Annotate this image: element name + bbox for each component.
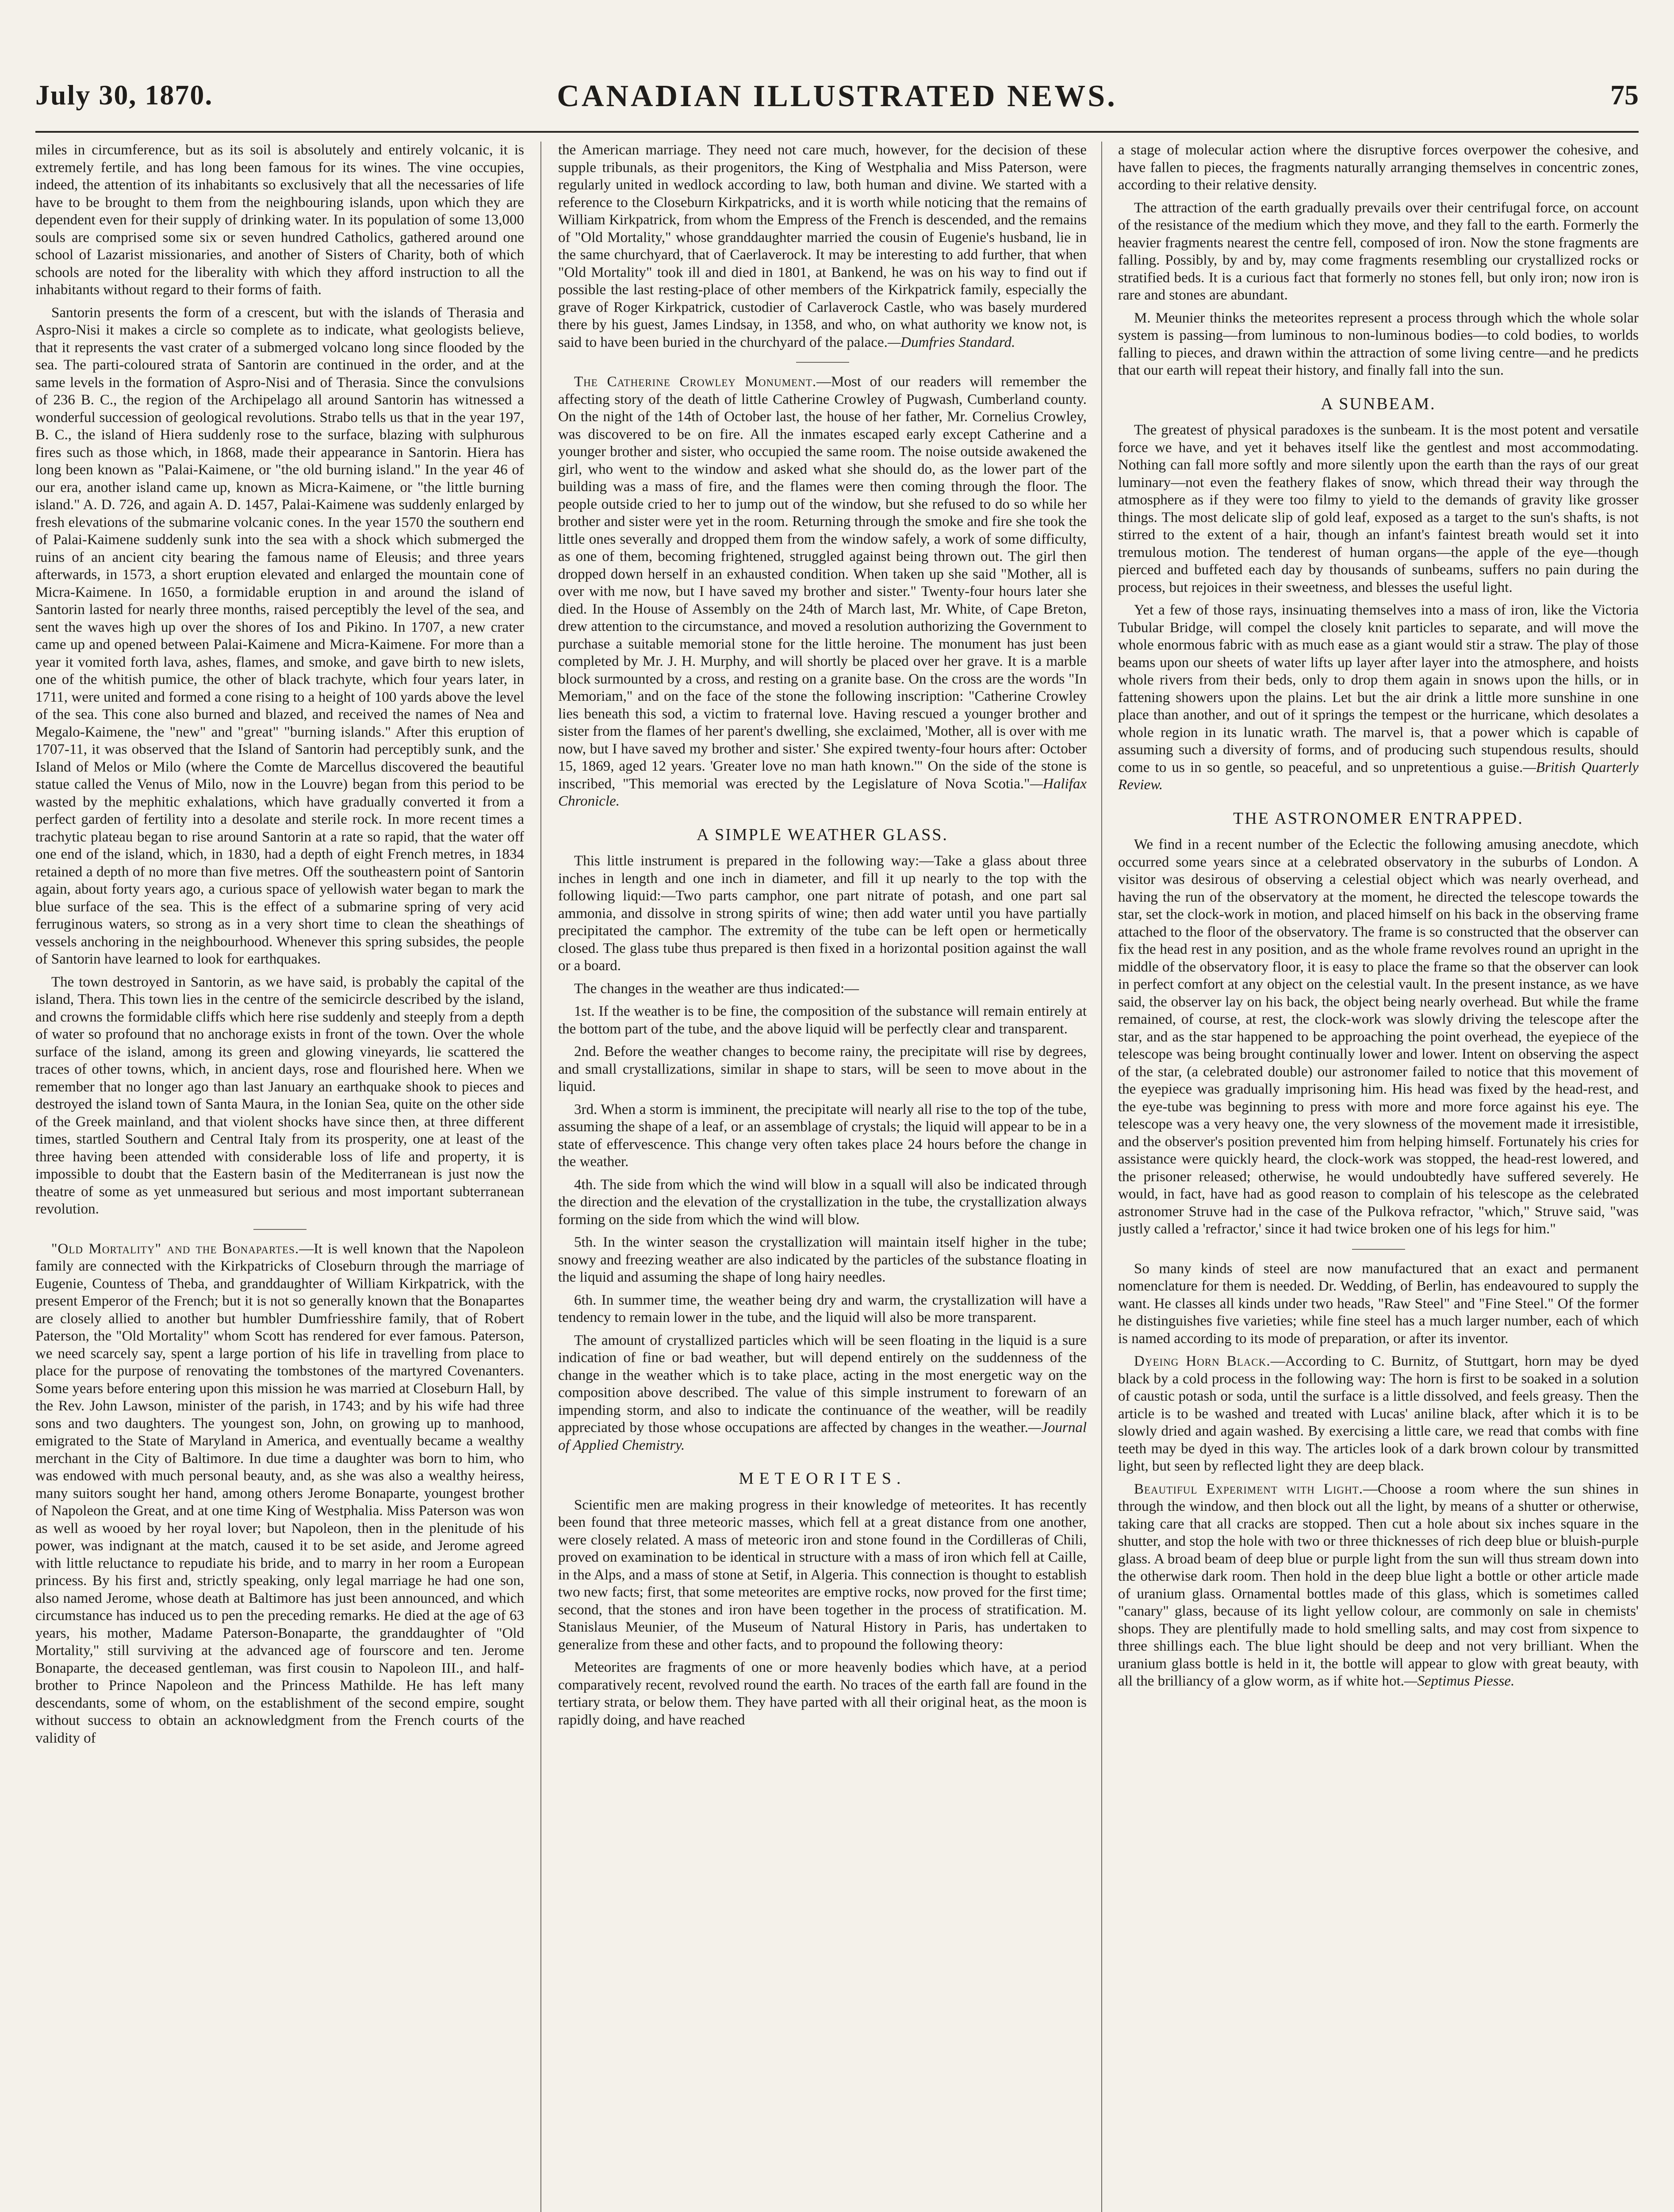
article-paragraph: The changes in the weather are thus indicated:— [574, 980, 859, 997]
article-paragraph [558, 142, 1087, 351]
article-paragraph [1118, 1481, 1639, 1690]
issue-date: July 30, 1870. [35, 79, 213, 111]
section-rule [796, 362, 849, 363]
article-paragraph [558, 373, 1087, 810]
article-body: The amount of crystallized particles which will be seen floating in the liquid is a sure indication of fine or bad weather, but will depend entirely on the suddenness of the change in the weather which is to take place, acting in the most energetic way on the composition above described. The value of this simple instrument to forewarn of an impending storm, and also to indicate the continuance of the weather, will be readily appreciated by those whose occupations are affected by changes in the weather. [558, 1332, 1087, 1436]
article-paragraph: 5th. In the winter season the crystallization will maintain itself higher in the tube; snowy and freezing weather are also indicated by the particles of the substance floating in the liquid and assuming the shape of long hairy needles. [558, 1234, 1087, 1285]
article-paragraph: The greatest of physical paradoxes is the sunbeam. It is the most potent and versatile force we have, and yet it behaves itself like the gentlest and most accommodating. Nothing can fall more softly and more silently upon the earth than the rays of our great luminary—not even the feathery flakes of snow, which thread their way through the atmosphere as if they were too filmy to yield to the demands of gravity like grosser things. The most delicate slip of gold leaf, exposed as a target to the sun's shafts, is not stirred to the extent of a hair, though an infant's faintest breath would set it into tremulous motion. The tenderest of human organs—the apple of the eye—though pierced and buffeted each day by thousands of sunbeams, suffers no pain during the process, but rejoices in their sweetness, and blesses the useful light. [1118, 422, 1639, 595]
article-paragraph: a stage of molecular action where the disruptive forces overpower the cohesive, and have fallen to pieces, the fragments naturally arranging themselves in concentric zones, according to their relative density. [1118, 142, 1639, 193]
article-source: —Septimus Piesse. [1404, 1673, 1515, 1689]
article-paragraph: 2nd. Before the weather changes to become rainy, the precipitate will rise by degrees, and small crystallizations, similar in shape to stars, will be seen to move about in the liquid. [558, 1044, 1087, 1094]
column-2 [558, 142, 1087, 2212]
article-paragraph [558, 1332, 1087, 1455]
article-paragraph: Meteorites are fragments of one or more heavenly bodies which have, at a period comparatively recent, revolved round the earth. No traces of the earth fall are found in the tertiary strata, or below them. They have parted with all their original heat, as the moon is rapidly doing, and have reached [558, 1659, 1087, 1728]
masthead-rule [35, 131, 1639, 133]
article-paragraph [35, 1240, 524, 1747]
section-rule [253, 1229, 306, 1230]
section-rule [1352, 1249, 1405, 1250]
article-source: —Halifax Chronicle. [558, 776, 1087, 809]
article-body: —Choose a room where the sun shines in through the window, and then block out all the light, by means of a shutter or otherwise, taking care that all cracks are stopped. Then cut a hole about six inches square in the shutter, and stop the hole with two or three thicknesses of rich deep blue or bluish-purple glass. A broad beam of deep blue or purple light from the sun will thus stream down into the otherwise dark room. Then hold in the deep blue light a bottle or other article made of uranium glass. Ornamental bottles made of this glass, which is sometimes called "canary" glass, because of its light yellow colour, are commonly on sale in chemists' shops. They are plentifully made to hold smelling salts, and may cost from sixpence to three shillings each. The blue light should be deep and not very brilliant. When the uranium glass bottle is held in it, the bottle will appear to glow with great beauty, with all the brilliancy of a glow worm, as if white hot. [1118, 1481, 1639, 1689]
newspaper-title: CANADIAN ILLUSTRATED NEWS. [557, 79, 1117, 113]
section-heading: METEORITES. [739, 1469, 906, 1488]
article-source: —Journal of Applied Chemistry. [558, 1420, 1087, 1453]
article-source: —Dumfries Standard. [887, 334, 1015, 350]
article-paragraph: 3rd. When a storm is imminent, the precipitate will nearly all rise to the top of the tube, assuming the shape of a leaf, or an assemblage of crystals; the liquid will appear to be in a state of effervescence. This change very often takes place 24 hours before the change in the weather. [558, 1101, 1087, 1170]
article-source: —British Quarterly Review. [1118, 759, 1639, 793]
article-paragraph: So many kinds of steel are now manufactured that an exact and permanent nomenclature for them is needed. Dr. Wedding, of Berlin, has endeavoured to supply the want. He classes all kinds under two heads, "Raw Steel" and "Fine Steel." Of the former he distinguishes five varieties; while fine steel has a much larger number, each of which is named according to its mode of preparation, or after its inventor. [1118, 1260, 1639, 1347]
article-body: —According to C. Burnitz, of Stuttgart, horn may be dyed black by a cold process in the following way: The horn is first to be soaked in a solution of caustic potash or soda, until the surface is a little dissolved, and feels greasy. Then the article is to be washed and treated with Lucas' aniline black, after which it is to be slowly dried and again washed. By exercising a little care, we read that combs with fine teeth may be dyed in this way. The articles look of a dark brown colour by transmitted light, but seen by reflected light they are deep black. [1118, 1353, 1639, 1474]
article-body: the American marriage. They need not care much, however, for the decision of these supple tribunals, as their progenitors, the King of Westphalia and Miss Paterson, were regularly united in wedlock according to law, both human and divine. We started with a reference to the Closeburn Kirkpatricks, and it is worth while noticing that the remains of William Kirkpatrick, from whom the Empress of the French is descended, and the remains of "Old Mortality," whose granddaughter married the cousin of Eugenie's husband, lie in the same churchyard, that of Caerlaverock. It may be interesting to add further, that when "Old Mortality" took ill and died in 1801, at Bankend, he was on his way to find out if possible the last resting-place of other members of the Kirkpatrick family, especially the grave of Roger Kirkpatrick, custodier of Carlaverock Castle, who was basely murdered there by his guest, James Lindsay, in 1358, and who, on what authority we know not, is said to have been buried in the churchyard of the palace. [558, 142, 1087, 350]
article-paragraph: We find in a recent number of the Eclectic the following amusing anecdote, which occurred some years since at a celebrated observatory in the suburbs of London. A visitor was desirous of observing a celestial object which was nearly overhead, and having the run of the observatory at the moment, he directed the telescope towards the star, set the clock-work in motion, and placed himself on his back in the observing frame attached to the floor of the observatory. The frame is so constructed that the observer can fix the head rest in any position, and as the whole frame revolves round an upright in the middle of the observatory floor, it is easy to place the frame so that the observer can look in perfect comfort at any object on the celestial vault. In the present instance, as we have said, the observer lay on his back, the object being nearly overhead. But while the frame remained, of course, at rest, the clock-work was slowly driving the telescope after the star, and as the star happened to be approaching the point overhead, the eyepiece of the telescope was being brought continually lower and lower. Intent on observing the aspect of the star, (a celebrated double) our astronomer failed to notice that this movement of the eyepiece was gradually imprisoning him. His head was fixed by the head-rest, and the eye-tube was beginning to press with more and more force against his eye. The telescope was a very heavy one, the very slowness of the movement made it irresistible, and the observer's position prevented him from helping himself. Fortunately his cries for assistance were quickly heard, the clock-work was stopped, the head-rest lowered, and the prisoner released; otherwise, he would undoubtedly have suffered severely. He would, in fact, have had as good reason to complain of his telescope as the celebrated astronomer Struve had in the case of the Pulkova refractor, "which," Struve said, "was justly called a 'refractor,' since it had twice broken one of his legs for him." [1118, 837, 1639, 1237]
article-paragraph: Scientific men are making progress in their knowledge of meteorites. It has recently been found that three meteoric masses, which fell at a great distance from one another, were closely related. A mass of meteoric iron and stone found in the Cordilleras of Chili, proved on examination to be identical in structure with a mass of iron which fell at Caille, in the Alps, and a mass of stone at Setif, in Algeria. This connection is thought to establish two new facts; first, that some meteorites are emptive rocks, now proved for the first time; second, that the stones and iron have been together in the process of stratification. M. Stanislaus Meunier, of the Museum of Natural History in Paris, has undertaken to generalize from these and other facts, and to propound the following theory: [558, 1497, 1087, 1653]
article-paragraph: The attraction of the earth gradually prevails over their centrifugal force, on account of the resistance of the medium which they move, and they fall to the earth. Formerly the heavier fragments nearest the centre fell, composed of iron. Now the stone fragments are falling. Possibly, by and by, may come fragments resembling our crystallized rocks or stratified beds. It is a curious fact that formerly no stones fell, but only iron; now iron is rare and stones are abundant. [1118, 200, 1639, 303]
section-heading: THE ASTRONOMER ENTRAPPED. [1233, 809, 1524, 828]
article-lead: "Old Mortality" and the Bonapartes. [51, 1240, 299, 1257]
article-paragraph: 1st. If the weather is to be fine, the composition of the substance will remain entirely at the bottom part of the tube, and the above liquid will be perfectly clear and transparent. [558, 1003, 1087, 1037]
article-lead: Beautiful Experiment with Light. [1134, 1481, 1364, 1497]
column-3 [1118, 142, 1639, 2212]
article-paragraph: The town destroyed in Santorin, as we have said, is probably the capital of the island, Thera. This town lies in the centre of the semicircle described by the island, and crowns the formidable cliffs which here rise suddenly and steeply from a depth of water so profound that no anchorage exists in front of the town. Over the whole surface of the island, among its green and glowing vineyards, lie scattered the traces of other towns, which, in ancient days, rose and flourished here. When we remember that no longer ago than last January an earthquake shook to pieces and destroyed the island town of Santa Maura, in the Ionian Sea, quite on the other side of the Greek mainland, and that violent shocks have since then, at three different times, startled Southern and Central Italy from its prosperity, one at least of the three having been attended with considerable loss of life and property, it is impossible to doubt that the Eastern basin of the Mediterranean is just now the theatre of some as yet unmeasured but serious and most important subterranean revolution. [35, 974, 524, 1217]
article-body: —Most of our readers will remember the affecting story of the death of little Catherine Crowley of Pugwash, Cumberland county. On the night of the 14th of October last, the house of her father, Mr. Cornelius Crowley, was discovered to be on fire. All the inmates escaped early except Catherine and a younger brother and sister, who occupied the same room. The noise outside awakened the girl, who went to the window and asked what she should do, as the lower part of the building was a mass of fire, and the flames were then coming through the floor. The people outside cried to her to jump out of the window, but she refused to do so while her brother and sister were yet in the room. Returning through the smoke and fire she took the little ones severally and dropped them from the window safely, a work of some difficulty, as one of them, becoming frightened, struggled against being thrown out. The girl then dropped down herself in an exhausted condition. When taken up she said "Mother, all is over with me now, but I have saved my brother and sister." Twenty-four hours later she died. In the House of Assembly on the 24th of March last, Mr. White, of Cape Breton, drew attention to the circumstance, and moved a resolution authorizing the Government to purchase a suitable memorial stone for the little heroine. The monument has just been completed by Mr. J. H. Murphy, and will shortly be placed over her grave. It is a marble block surmounted by a cross, and resting on a granite base. On the cross are the words "In Memoriam," and on the face of the stone the following inscription: "Catherine Crowley lies beneath this sod, a victim to fraternal love. Having rescued a younger brother and sister from the flames of her parent's dwelling, she exclaimed, 'Mother, all is over with me now, but I have saved my brother and sister.' She expired twenty-four hours after: October 15, 1869, aged 12 years. 'Greater love no man hath known.'" On the side of the stone is inscribed, "This memorial was erected by the Legislature of Nova Scotia." [558, 374, 1087, 792]
column-divider [540, 142, 541, 2212]
article-paragraph [1118, 602, 1639, 794]
article-paragraph [1118, 1353, 1639, 1475]
section-heading: A SIMPLE WEATHER GLASS. [697, 825, 948, 844]
section-heading: A SUNBEAM. [1321, 394, 1436, 413]
article-paragraph: miles in circumference, but as its soil is absolutely and entirely volcanic, it is extremely fertile, and has long been famous for its wines. The vine occupies, indeed, the attention of its inhabitants so exclusively that all the necessaries of life have to be brought to them from the neighbouring islands, upon which they are dependent even for their supply of drinking water. In its population of some 13,000 souls are comprised some six or seven hundred Catholics, gathered around one school of Lazarist missionaries, and another of Sisters of Charity, both of which schools are noted for the liberality with which they afford instruction to all the inhabitants without regard to their forms of faith. [35, 142, 524, 298]
article-paragraph: M. Meunier thinks the meteorites represent a process through which the whole solar system is passing—from luminous to non-luminous bodies—to cold bodies, to worlds falling to pieces, and drawn within the attraction of some living centre—and he predicts that our earth will repeat their history, and finally fall into the sun. [1118, 310, 1639, 378]
page-number: 75 [1610, 79, 1639, 111]
article-paragraph: 6th. In summer time, the weather being dry and warm, the crystallization will have a tendency to remain lower in the tube, and the liquid will also be more transparent. [558, 1292, 1087, 1325]
column-divider [1101, 142, 1102, 2212]
article-paragraph: This little instrument is prepared in the following way:—Take a glass about three inches in length and one inch in diameter, and fill it up nearly to the top with the following liquid:—Two parts camphor, one part nitrate of potash, and one part sal ammonia, and dissolve in strong spirits of wine; then add water until you have partially precipitated the camphor. The extremity of the tube can be left open or hermetically closed. The glass tube thus prepared is then fixed in a horizontal position against the wall or a board. [558, 853, 1087, 974]
article-body: Yet a few of those rays, insinuating themselves into a mass of iron, like the Victoria Tubular Bridge, will compel the closely knit particles to separate, and will move the whole enormous fabric with as much ease as a giant would stir a straw. The play of those beams upon our sheets of water lifts up layer after layer into the atmosphere, and hoists whole rivers from their beds, only to drop them again in snows upon the hills, or in fattening showers upon the plains. Let but the air drink a little more sunshine in one place than another, and out of it springs the tempest or the hurricane, which desolates a whole region in its lunatic wrath. The marvel is, that a power which is capable of assuming such a diversity of forms, and of producing such stupendous results, should come to us in so gentle, so peaceful, and so unpretentious a guise. [1118, 602, 1639, 776]
article-paragraph: Santorin presents the form of a crescent, but with the islands of Therasia and Aspro-Nisi it makes a circle so complete as to indicate, what geologists believe, that it represents the vast crater of a submerged volcano long since flooded by the sea. The parti-coloured strata of Santorin are continued in the order, and at the same levels in the formation of Aspro-Nisi and of Therasia. Since the convulsions of 236 B. C., the region of the Archipelago all around Santorin has witnessed a wonderful succession of geological revolutions. Strabo tells us that in the year 197, B. C., the island of Hiera suddenly rose to the surface, blazing with sulphurous fires such as those which, in 1868, made their appearance in Santorin. Hiera has long been known as "Palai-Kaimene, or "the old burning island." In the year 46 of our era, another island came up, known as Micra-Kaimene, or "the little burning island." A. D. 726, and again A. D. 1457, Palai-Kaimene was suddenly enlarged by fresh elevations of the submarine volcanic cones. In the year 1570 the southern end of Palai-Kaimene suddenly sunk into the sea with a shock which submerged the ruins of an ancient city bearing the famous name of Eleusis; and three years afterwards, in 1573, a short eruption elevated and enlarged the mountain cone of Micra-Kaimene. In 1650, a formidable eruption in and around the island of Santorin lasted for nearly three months, raised perceptibly the level of the sea, and sent the waves high up over the shores of Ios and Pikino. In 1707, a new crater came up and opened between Palai-Kaimene and Micra-Kaimene. For more than a year it vomited forth lava, ashes, flames, and smoke, and gave birth to new islets, one of the whitish pumice, the other of black trachyte, which four years later, in 1711, were united and formed a cone rising to a height of 100 yards above the level of the sea. This cone also burned and blazed, and received the names of Nea and Megalo-Kaimene, the "new" and "great" "burning islands." After this eruption of 1707-11, it was observed that the Island of Santorin had perceptibly sunk, and the Island of Melos or Milo (where the Comte de Marcellus discovered the beautiful statue called the Venus of Milo, now in the Louvre) began from this period to be wasted by the mephitic exhalations, which have gradually converted it from a perfect garden of fertility into a desolate and sterile rock. In more recent times a trachytic plateau began to rise around Santorin at a rate so rapid, that the water off one end of the island, which, in 1830, had a depth of eight French metres, in 1834 retained a depth of no more than five metres. Off the southeastern point of Santorin again, about forty years ago, a curious space of yellowish water began to mark the blue surface of the sea. This is the effect of a submarine spring of very acid ferruginous waters, so strong as in a very short time to clean the sheathings of vessels anchoring in the neighbourhood. Whenever this spring subsides, the people of Santorin have learned to look for earthquakes. [35, 304, 524, 967]
article-paragraph: 4th. The side from which the wind will blow in a squall will also be indicated through the direction and the elevation of the crystallization in the tube, the crystallization always forming on the side from which the wind will blow. [558, 1176, 1087, 1228]
column-1 [35, 142, 524, 2212]
article-lead: The Catherine Crowley Monument. [574, 374, 817, 390]
masthead [35, 66, 1639, 133]
article-lead: Dyeing Horn Black. [1134, 1353, 1271, 1369]
article-body: —It is well known that the Napoleon family are connected with the Kirkpatricks of Closeburn through the marriage of Eugenie, Countess of Theba, and granddaughter of William Kirkpatrick, with the present Emperor of the French; but it is not so generally known that the Bonapartes are closely allied to another but humbler Dumfriesshire family, that of Robert Paterson, the "Old Mortality" whom Scott has rendered for ever famous. Paterson, we need scarcely say, spent a large portion of his life in travelling from place to place for the purpose of renovating the tombstones of the martyred Covenanters. Some years before entering upon this mission he was married at Closeburn Hall, by the Rev. John Lawson, minister of the parish, in 1743; and by his wife had three sons and two daughters. The youngest son, John, on growing up to manhood, emigrated to the State of Maryland in America, and eventually became a wealthy merchant in the City of Baltimore. In due time a daughter was born to him, who was endowed with much personal beauty, and, as she was also a wealthy heiress, many suitors sought her hand, among others Jerome Bonaparte, youngest brother of Napoleon the Great, and at one time King of Westphalia. Miss Paterson was won as well as wooed by her royal lover; but Napoleon, then in the plenitude of his power, was indignant at the match, caused it to be set aside, and Jerome agreed with little reluctance to repudiate his bride, and to marry in her room a European princess. By his first and, strictly speaking, only legal marriage he had one son, also named Jerome, whose death at Baltimore has just been announced, and which circumstance has induced us to pen the preceding remarks. He died at the age of 63 years, his mother, Madame Paterson-Bonaparte, the granddaughter of "Old Mortality," still surviving at the advanced age of fourscore and ten. Jerome Bonaparte, the deceased gentleman, was first cousin to Napoleon III., and half-brother to Prince Napoleon and the Princess Mathilde. He has left many descendants, some of whom, on the establishment of the second empire, sought without success to obtain an acknowledgment from the French courts of the validity of [35, 1240, 524, 1746]
